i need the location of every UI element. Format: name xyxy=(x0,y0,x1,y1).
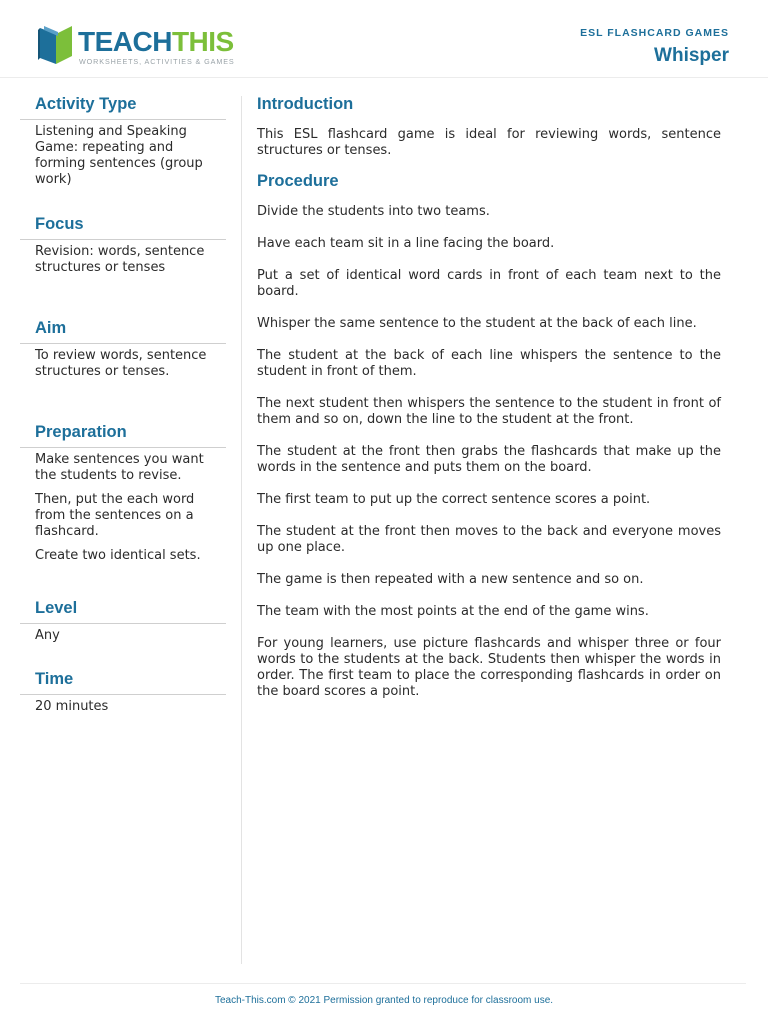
procedure-step: The first team to put up the correct sentence scores a point. xyxy=(257,492,651,507)
page-title: Whisper xyxy=(654,45,729,66)
procedure-step: The student at the front then moves to the back and everyone moves up one place. xyxy=(257,524,721,555)
logo-word-this: THIS xyxy=(171,26,234,57)
level-heading: Level xyxy=(20,598,226,624)
logo-word-teach: TEACH xyxy=(78,26,172,57)
level-text: Any xyxy=(35,628,60,643)
focus-section xyxy=(20,214,226,318)
category-label: ESL FLASHCARD GAMES xyxy=(580,27,729,39)
procedure-step: The student at the back of each line whispers the sentence to the student in front of them. xyxy=(257,348,721,379)
preparation-step: Make sentences you want the students to revise. xyxy=(35,452,204,483)
header-title-block xyxy=(580,27,729,68)
aim-heading: Aim xyxy=(20,318,226,344)
procedure-heading: Procedure xyxy=(257,172,339,190)
sidebar xyxy=(20,94,226,723)
logo-wordmark xyxy=(78,26,234,58)
preparation-step: Create two identical sets. xyxy=(35,548,201,563)
time-text: 20 minutes xyxy=(35,699,109,714)
footer-divider xyxy=(20,983,746,984)
procedure-step: Have each team sit in a line facing the board. xyxy=(257,236,555,251)
procedure-step: For young learners, use picture flashcards and whisper three or four words to the students at the back. Students then whisper the words in order. The first team to place the corresponding flashcards in order on the board scores a point. xyxy=(257,636,721,699)
preparation-heading: Preparation xyxy=(20,422,226,448)
introduction-text: This ESL flashcard game is ideal for reviewing words, sentence structures or tenses. xyxy=(257,127,721,158)
page-header xyxy=(0,0,768,78)
activity-type-heading: Activity Type xyxy=(20,94,226,120)
activity-type-section xyxy=(20,94,226,214)
procedure-step: The game is then repeated with a new sentence and so on. xyxy=(257,572,644,587)
procedure-step: The student at the front then grabs the flashcards that make up the words in the sentence and puts them on the board. xyxy=(257,444,721,475)
introduction-heading: Introduction xyxy=(257,95,354,113)
activity-type-text: Listening and Speaking Game: repeating and forming sentences (group work) xyxy=(35,124,203,187)
time-section xyxy=(20,669,226,715)
column-divider xyxy=(241,96,242,964)
footer-copyright: Teach-This.com © 2021 Permission granted to reproduce for classroom use. xyxy=(214,995,554,1006)
preparation-step: Then, put the each word from the sentences on a flashcard. xyxy=(35,492,195,539)
focus-heading: Focus xyxy=(20,214,226,240)
aim-section xyxy=(20,318,226,422)
procedure-step: Put a set of identical word cards in front of each team next to the board. xyxy=(257,268,721,299)
focus-text: Revision: words, sentence structures or tenses xyxy=(35,244,205,275)
procedure-step: The next student then whispers the sentence to the student in front of them and so on, down the line to the student at the front. xyxy=(257,396,721,427)
logo-tagline: WORKSHEETS, ACTIVITIES & GAMES xyxy=(79,57,235,66)
procedure-step: The team with the most points at the end of the game wins. xyxy=(257,604,649,619)
main-content xyxy=(257,94,721,716)
preparation-text xyxy=(20,448,226,564)
procedure-steps xyxy=(257,204,721,700)
procedure-step: Whisper the same sentence to the student at the back of each line. xyxy=(257,316,697,331)
time-heading: Time xyxy=(20,669,226,695)
level-section xyxy=(20,598,226,669)
preparation-section xyxy=(20,422,226,598)
procedure-step: Divide the students into two teams. xyxy=(257,204,490,219)
teach-this-logo[interactable] xyxy=(36,24,236,70)
aim-text: To review words, sentence structures or tenses. xyxy=(35,348,207,379)
book-icon xyxy=(36,24,76,68)
